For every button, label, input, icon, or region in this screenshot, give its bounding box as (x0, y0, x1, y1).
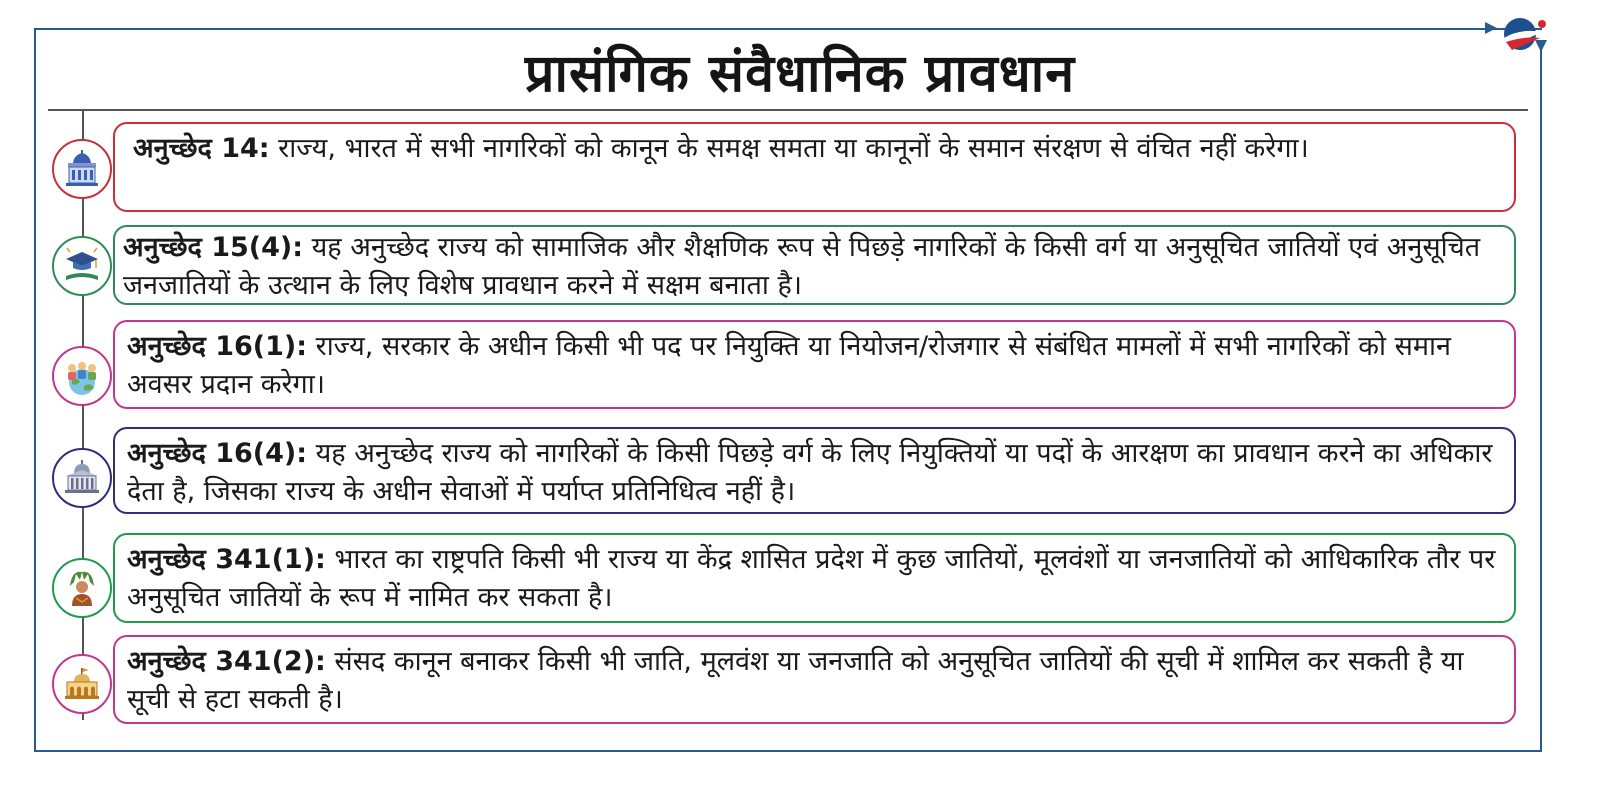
article-number: अनुच्छेद 15(4): (123, 232, 304, 263)
article-text: यह अनुच्छेद राज्य को सामाजिक और शैक्षणिक रूप से पिछड़े नागरिकों के किसी वर्ग या अनुसूचित जातियों एवं अनुसूचित जनजातियों के उत्थान के लिए विशेष प्रावधान करने में सक्षम बनाता है। (123, 232, 1481, 301)
article-number: अनुच्छेद 14: (133, 133, 270, 164)
article-number: अनुच्छेद 341(2): (127, 646, 326, 677)
provision-card-4 (113, 427, 1516, 514)
article-text: भारत का राष्ट्रपति किसी भी राज्य या केंद्र शासित प्रदेश में कुछ जातियों, मूलवंशों या जनजातियों को आधिकारिक तौर पर अनुसूचित जातियों के रूप में नामित कर सकता है। (127, 544, 1496, 613)
article-text: संसद कानून बनाकर किसी भी जाति, मूलवंश या जनजाति को अनुसूचित जातियों की सूची में शामिल कर सकती है या सूची से हटा सकती है। (127, 646, 1464, 715)
article-number: अनुच्छेद 341(1): (127, 544, 326, 575)
timeline-line (82, 110, 84, 720)
article-number: अनुच्छेद 16(4): (127, 438, 308, 469)
icon-circle-3 (52, 346, 112, 406)
icon-circle-4 (52, 448, 112, 508)
article-number: अनुच्छेद 16(1): (127, 331, 308, 362)
icon-circle-5 (52, 558, 112, 618)
parliament-building-icon (62, 149, 102, 189)
provision-card-1 (113, 122, 1516, 212)
provision-card-3 (113, 320, 1516, 409)
article-text: राज्य, सरकार के अधीन किसी भी पद पर नियुक्ति या नियोजन/रोजगार से संबंधित मामलों में सभी नागरिकों को समान अवसर प्रदान करेगा। (127, 331, 1451, 400)
graduation-cap-book-icon (62, 246, 102, 286)
article-text: राज्य, भारत में सभी नागरिकों को कानून के समक्ष समता या कानूनों के समान संरक्षण से वंचित नहीं करेगा। (269, 133, 1309, 164)
provision-card-2 (113, 225, 1516, 305)
page-title: प्रासंगिक संवैधानिक प्रावधान (524, 44, 1076, 104)
icon-circle-6 (52, 654, 112, 714)
frame-arrow-top (1485, 22, 1497, 34)
frame-right-edge (1540, 42, 1542, 752)
provision-card-6 (113, 635, 1516, 724)
people-globe-icon (62, 356, 102, 396)
icon-circle-2 (52, 236, 112, 296)
government-building-icon (62, 458, 102, 498)
icon-circle-1 (52, 139, 112, 199)
title-divider (48, 109, 1528, 111)
article-text: यह अनुच्छेद राज्य को नागरिकों के किसी पिछड़े वर्ग के लिए नियुक्तियों या पदों के आरक्षण का प्रावधान करने का अधिकार देता है, जिसका राज्य के अधीन सेवाओं में पर्याप्त प्रतिनिधित्व नहीं है। (127, 438, 1493, 507)
tribal-person-icon (62, 568, 102, 608)
provision-card-5 (113, 533, 1516, 623)
parliament-house-icon (62, 664, 102, 704)
